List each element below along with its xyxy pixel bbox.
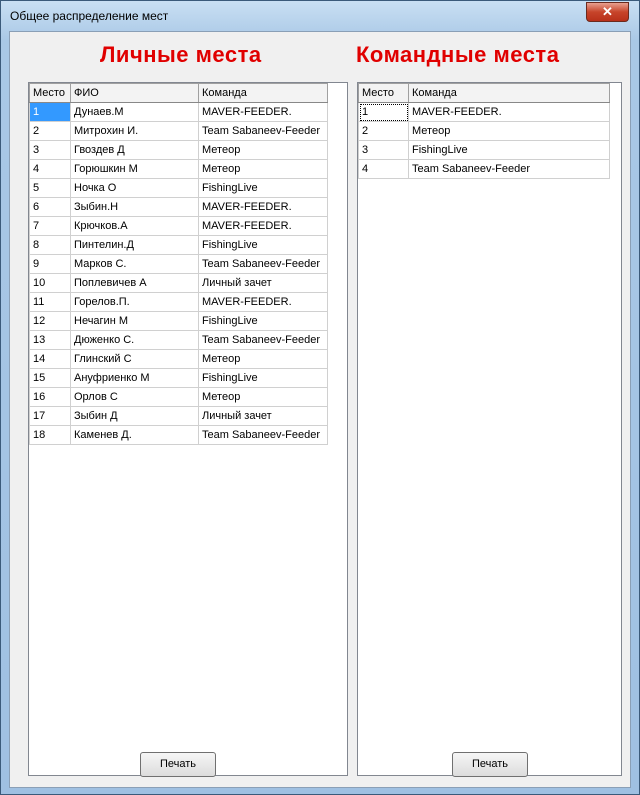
column-header[interactable]: ФИО [71, 84, 199, 103]
table-cell[interactable]: Горюшкин М [71, 160, 199, 179]
column-header[interactable]: Место [359, 84, 409, 103]
table-cell[interactable]: 2 [30, 122, 71, 141]
table-row[interactable] [30, 369, 328, 388]
team-grid[interactable] [357, 82, 622, 776]
table-row[interactable] [30, 407, 328, 426]
print-team-button[interactable]: Печать [452, 752, 528, 777]
table-cell[interactable]: Team Sabaneev-Feeder [409, 160, 610, 179]
table-cell[interactable]: 3 [30, 141, 71, 160]
table-row[interactable] [30, 312, 328, 331]
print-personal-button[interactable]: Печать [140, 752, 216, 777]
table-row[interactable] [359, 122, 610, 141]
table-row[interactable] [30, 103, 328, 122]
table-row[interactable] [30, 122, 328, 141]
title-bar[interactable] [1, 1, 639, 31]
table-row[interactable] [359, 160, 610, 179]
table-cell[interactable]: Team Sabaneev-Feeder [199, 122, 328, 141]
table-cell[interactable]: FishingLive [199, 236, 328, 255]
close-icon: ✕ [602, 4, 613, 19]
table-cell[interactable]: MAVER-FEEDER. [199, 293, 328, 312]
table-cell[interactable]: 15 [30, 369, 71, 388]
table-cell[interactable]: Крючков.А [71, 217, 199, 236]
table-cell[interactable]: 17 [30, 407, 71, 426]
close-button[interactable] [586, 2, 629, 22]
table-cell[interactable]: 11 [30, 293, 71, 312]
table-row[interactable] [30, 198, 328, 217]
team-table [358, 83, 610, 179]
table-cell[interactable]: 5 [30, 179, 71, 198]
table-cell[interactable]: 1 [359, 103, 409, 122]
table-cell[interactable]: Метеор [409, 122, 610, 141]
table-cell[interactable]: 2 [359, 122, 409, 141]
table-cell[interactable]: FishingLive [199, 312, 328, 331]
table-cell[interactable]: MAVER-FEEDER. [199, 217, 328, 236]
table-cell[interactable]: Team Sabaneev-Feeder [199, 331, 328, 350]
table-cell[interactable]: Глинский С [71, 350, 199, 369]
table-cell[interactable]: 1 [30, 103, 71, 122]
table-cell[interactable]: Ануфриенко М [71, 369, 199, 388]
table-cell[interactable]: Марков С. [71, 255, 199, 274]
table-row[interactable] [30, 141, 328, 160]
table-cell[interactable]: 4 [30, 160, 71, 179]
table-cell[interactable]: MAVER-FEEDER. [199, 198, 328, 217]
table-cell[interactable]: Зыбин Д [71, 407, 199, 426]
table-cell[interactable]: Гвоздев Д [71, 141, 199, 160]
team-heading: Командные места [356, 42, 560, 67]
table-row[interactable] [30, 331, 328, 350]
table-cell[interactable]: Зыбин.Н [71, 198, 199, 217]
window-title: Общее распределение мест [10, 9, 169, 23]
table-cell[interactable]: Личный зачет [199, 407, 328, 426]
table-row[interactable] [30, 236, 328, 255]
table-row[interactable] [30, 179, 328, 198]
table-cell[interactable]: 10 [30, 274, 71, 293]
table-cell[interactable]: 8 [30, 236, 71, 255]
table-cell[interactable]: Team Sabaneev-Feeder [199, 426, 328, 445]
table-row[interactable] [30, 388, 328, 407]
table-row[interactable] [30, 426, 328, 445]
table-cell[interactable]: FishingLive [199, 179, 328, 198]
table-row[interactable] [30, 217, 328, 236]
table-cell[interactable]: Метеор [199, 388, 328, 407]
table-cell[interactable]: 14 [30, 350, 71, 369]
table-cell[interactable]: Горелов.П. [71, 293, 199, 312]
table-cell[interactable]: Поплевичев А [71, 274, 199, 293]
table-cell[interactable]: Митрохин И. [71, 122, 199, 141]
table-cell[interactable]: Дюженко С. [71, 331, 199, 350]
table-cell[interactable]: 3 [359, 141, 409, 160]
table-cell[interactable]: Нечагин М [71, 312, 199, 331]
personal-table [29, 83, 328, 445]
table-cell[interactable]: FishingLive [199, 369, 328, 388]
table-cell[interactable]: 4 [359, 160, 409, 179]
table-cell[interactable]: 16 [30, 388, 71, 407]
table-row[interactable] [30, 350, 328, 369]
table-cell[interactable]: 18 [30, 426, 71, 445]
table-cell[interactable]: Метеор [199, 350, 328, 369]
table-row[interactable] [30, 274, 328, 293]
table-row[interactable] [30, 293, 328, 312]
column-header[interactable]: Место [30, 84, 71, 103]
table-cell[interactable]: FishingLive [409, 141, 610, 160]
table-cell[interactable]: Каменев Д. [71, 426, 199, 445]
table-cell[interactable]: Дунаев.М [71, 103, 199, 122]
table-cell[interactable]: 12 [30, 312, 71, 331]
table-cell[interactable]: Орлов С [71, 388, 199, 407]
table-cell[interactable]: MAVER-FEEDER. [199, 103, 328, 122]
table-cell[interactable]: Ночка О [71, 179, 199, 198]
table-cell[interactable]: Метеор [199, 160, 328, 179]
table-row[interactable] [30, 160, 328, 179]
table-cell[interactable]: MAVER-FEEDER. [409, 103, 610, 122]
table-row[interactable] [359, 141, 610, 160]
personal-grid[interactable] [28, 82, 348, 776]
table-row[interactable] [359, 103, 610, 122]
table-row[interactable] [30, 255, 328, 274]
column-header[interactable]: Команда [199, 84, 328, 103]
column-header[interactable]: Команда [409, 84, 610, 103]
client-area [9, 31, 631, 788]
table-cell[interactable]: Метеор [199, 141, 328, 160]
table-cell[interactable]: 7 [30, 217, 71, 236]
table-cell[interactable]: 9 [30, 255, 71, 274]
table-cell[interactable]: 13 [30, 331, 71, 350]
table-cell[interactable]: 6 [30, 198, 71, 217]
personal-heading: Личные места [100, 42, 262, 67]
table-cell[interactable]: Пинтелин.Д [71, 236, 199, 255]
table-cell[interactable]: Личный зачет [199, 274, 328, 293]
table-cell[interactable]: Team Sabaneev-Feeder [199, 255, 328, 274]
